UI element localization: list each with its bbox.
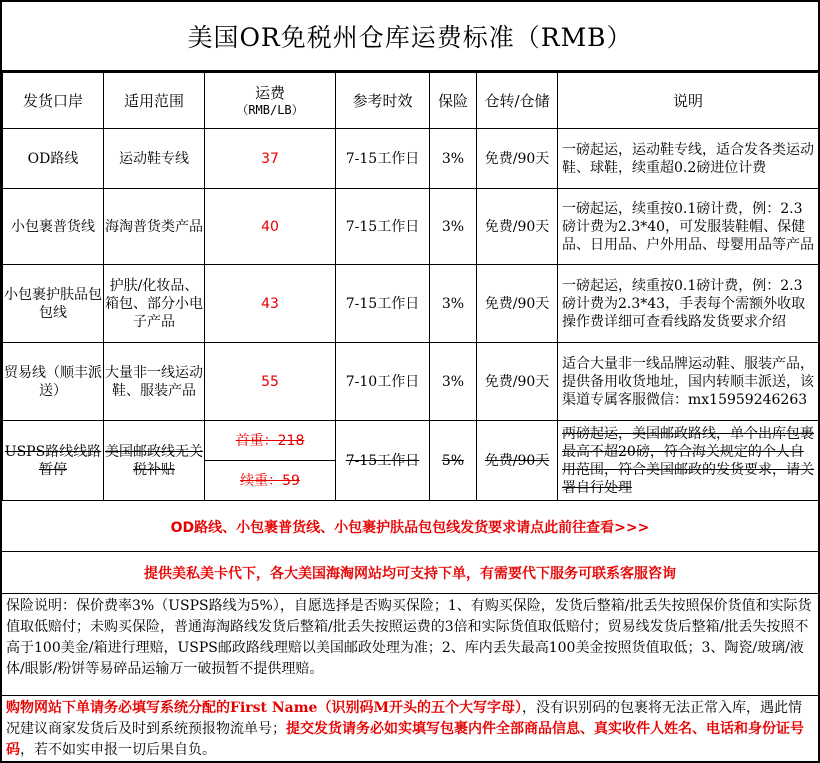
port-cell: OD路线 bbox=[3, 129, 104, 189]
fee-cell: 43 bbox=[205, 265, 336, 343]
insurance-note: 保险说明：保价费率3%（USPS路线为5%），自愿选择是否购买保险；1、有购买保险，发货后整箱/批丢失按照保价货值和实际货值取低赔付；未购买保险，普通海淘路线发货后整箱/批丢失按照运费的3倍和实际货值取低赔付；贸易线发货后整箱/批丢失按照不高于100美金/箱进行理赔，USPS邮政路线理赔以美国邮政处理为准；2、库内丢失最高100美金按照货值取低；3、陶瓷/玻璃/液体/眼影/粉饼等易碎品运输万一破损暂不提供理赔。 bbox=[2, 594, 818, 696]
fee-header-label: 运费 bbox=[254, 83, 285, 102]
col-header-insurance: 保险 bbox=[430, 73, 477, 129]
description-cell: 一磅起运，续重按0.1磅计费，例：2.3磅计费为2.3*40，可发服装鞋帽、保健品、日用品、户外用品、母婴用品等产品 bbox=[558, 189, 819, 265]
time-cell: 7-10工作日 bbox=[336, 343, 430, 421]
shipping-requirements-link[interactable]: OD路线、小包裹普货线、小包裹护肤品包包线发货要求请点此前往查看>>> bbox=[2, 502, 818, 552]
col-header-fee bbox=[205, 73, 336, 129]
port-cell: USPS路线线路暂停 bbox=[3, 421, 104, 501]
table-row bbox=[3, 265, 819, 343]
time-cell: 7-15工作日 bbox=[336, 129, 430, 189]
scope-cell: 大量非一线运动鞋、服装产品 bbox=[104, 343, 205, 421]
table-header-row bbox=[3, 73, 819, 129]
firstname-note-highlight: 购物网站下单请务必填写系统分配的First Name（识别码M开头的五个大写字母） bbox=[6, 700, 522, 716]
table-row bbox=[3, 189, 819, 265]
fee-cell: 37 bbox=[205, 129, 336, 189]
fee-cell: 55 bbox=[205, 343, 336, 421]
col-header-storage: 仓转/仓储 bbox=[477, 73, 558, 129]
description-cell: 一磅起运，续重按0.1磅计费，例：2.3磅计费为2.3*43，手表每个需额外收取操作费详细可查看线路发货要求介绍 bbox=[558, 265, 819, 343]
description-cell: 一磅起运，运动鞋专线，适合发各类运动鞋、球鞋，续重超0.2磅进位计费 bbox=[558, 129, 819, 189]
insurance-cell: 3% bbox=[430, 265, 477, 343]
scope-cell: 海淘普货类产品 bbox=[104, 189, 205, 265]
storage-cell: 免费/90天 bbox=[477, 265, 558, 343]
storage-cell: 免费/90天 bbox=[477, 129, 558, 189]
scope-cell: 美国邮政线无关税补贴 bbox=[104, 421, 205, 501]
table-row-suspended bbox=[3, 421, 819, 461]
fee-unit-label: （RMB/LB） bbox=[236, 102, 304, 117]
fee-cell: 40 bbox=[205, 189, 336, 265]
firstname-note bbox=[2, 696, 818, 763]
firstname-note-text: ，没有识别码的包裹将无法正常入库，遇此情况建议商家发货后及时到系统预报物流单号； bbox=[6, 700, 802, 737]
storage-cell: 免费/90天 bbox=[477, 343, 558, 421]
agent-service-notice: 提供美私美卡代下，各大美国海淘网站均可支持下单，有需要代下服务可联系客服咨询 bbox=[2, 552, 818, 594]
col-header-scope: 适用范围 bbox=[104, 73, 205, 129]
port-cell: 贸易线（顺丰派送） bbox=[3, 343, 104, 421]
scope-cell: 运动鞋专线 bbox=[104, 129, 205, 189]
storage-cell: 免费/90天 bbox=[477, 189, 558, 265]
insurance-cell: 3% bbox=[430, 343, 477, 421]
fee-next-cell: 续重：59 bbox=[205, 461, 336, 501]
storage-cell: 免费/90天 bbox=[477, 421, 558, 501]
table-row bbox=[3, 129, 819, 189]
time-cell: 7-15工作日 bbox=[336, 189, 430, 265]
firstname-note-warning: 提交发货请务必如实填写包裹内件全部商品信息、真实收件人姓名、电话和身份证号码 bbox=[6, 721, 804, 758]
col-header-time: 参考时效 bbox=[336, 73, 430, 129]
port-cell: 小包裹护肤品包包线 bbox=[3, 265, 104, 343]
time-cell: 7-15工作日 bbox=[336, 265, 430, 343]
rates-table bbox=[2, 72, 819, 501]
col-header-port: 发货口岸 bbox=[3, 73, 104, 129]
insurance-cell: 3% bbox=[430, 129, 477, 189]
page-title: 美国OR免税州仓库运费标准（RMB） bbox=[2, 2, 818, 72]
firstname-note-tail: ，若不如实申报一切后果自负。 bbox=[20, 742, 216, 758]
insurance-cell: 5% bbox=[430, 421, 477, 501]
description-cell: 两磅起运，美国邮政路线，单个出库包裹最高不超20磅，符合海关规定的个人自用范围，符合美国邮政的发货要求，请关署自行处理 bbox=[558, 421, 819, 501]
insurance-cell: 3% bbox=[430, 189, 477, 265]
scope-cell: 护肤/化妆品、箱包、部分小电子产品 bbox=[104, 265, 205, 343]
table-row bbox=[3, 343, 819, 421]
fee-first-cell: 首重：218 bbox=[205, 421, 336, 461]
time-cell: 7-15工作日 bbox=[336, 421, 430, 501]
port-cell: 小包裹普货线 bbox=[3, 189, 104, 265]
col-header-description: 说明 bbox=[558, 73, 819, 129]
description-cell: 适合大量非一线品牌运动鞋、服装产品，提供备用收货地址，国内转顺丰派送，该渠道专属客服微信：mx15959246263 bbox=[558, 343, 819, 421]
